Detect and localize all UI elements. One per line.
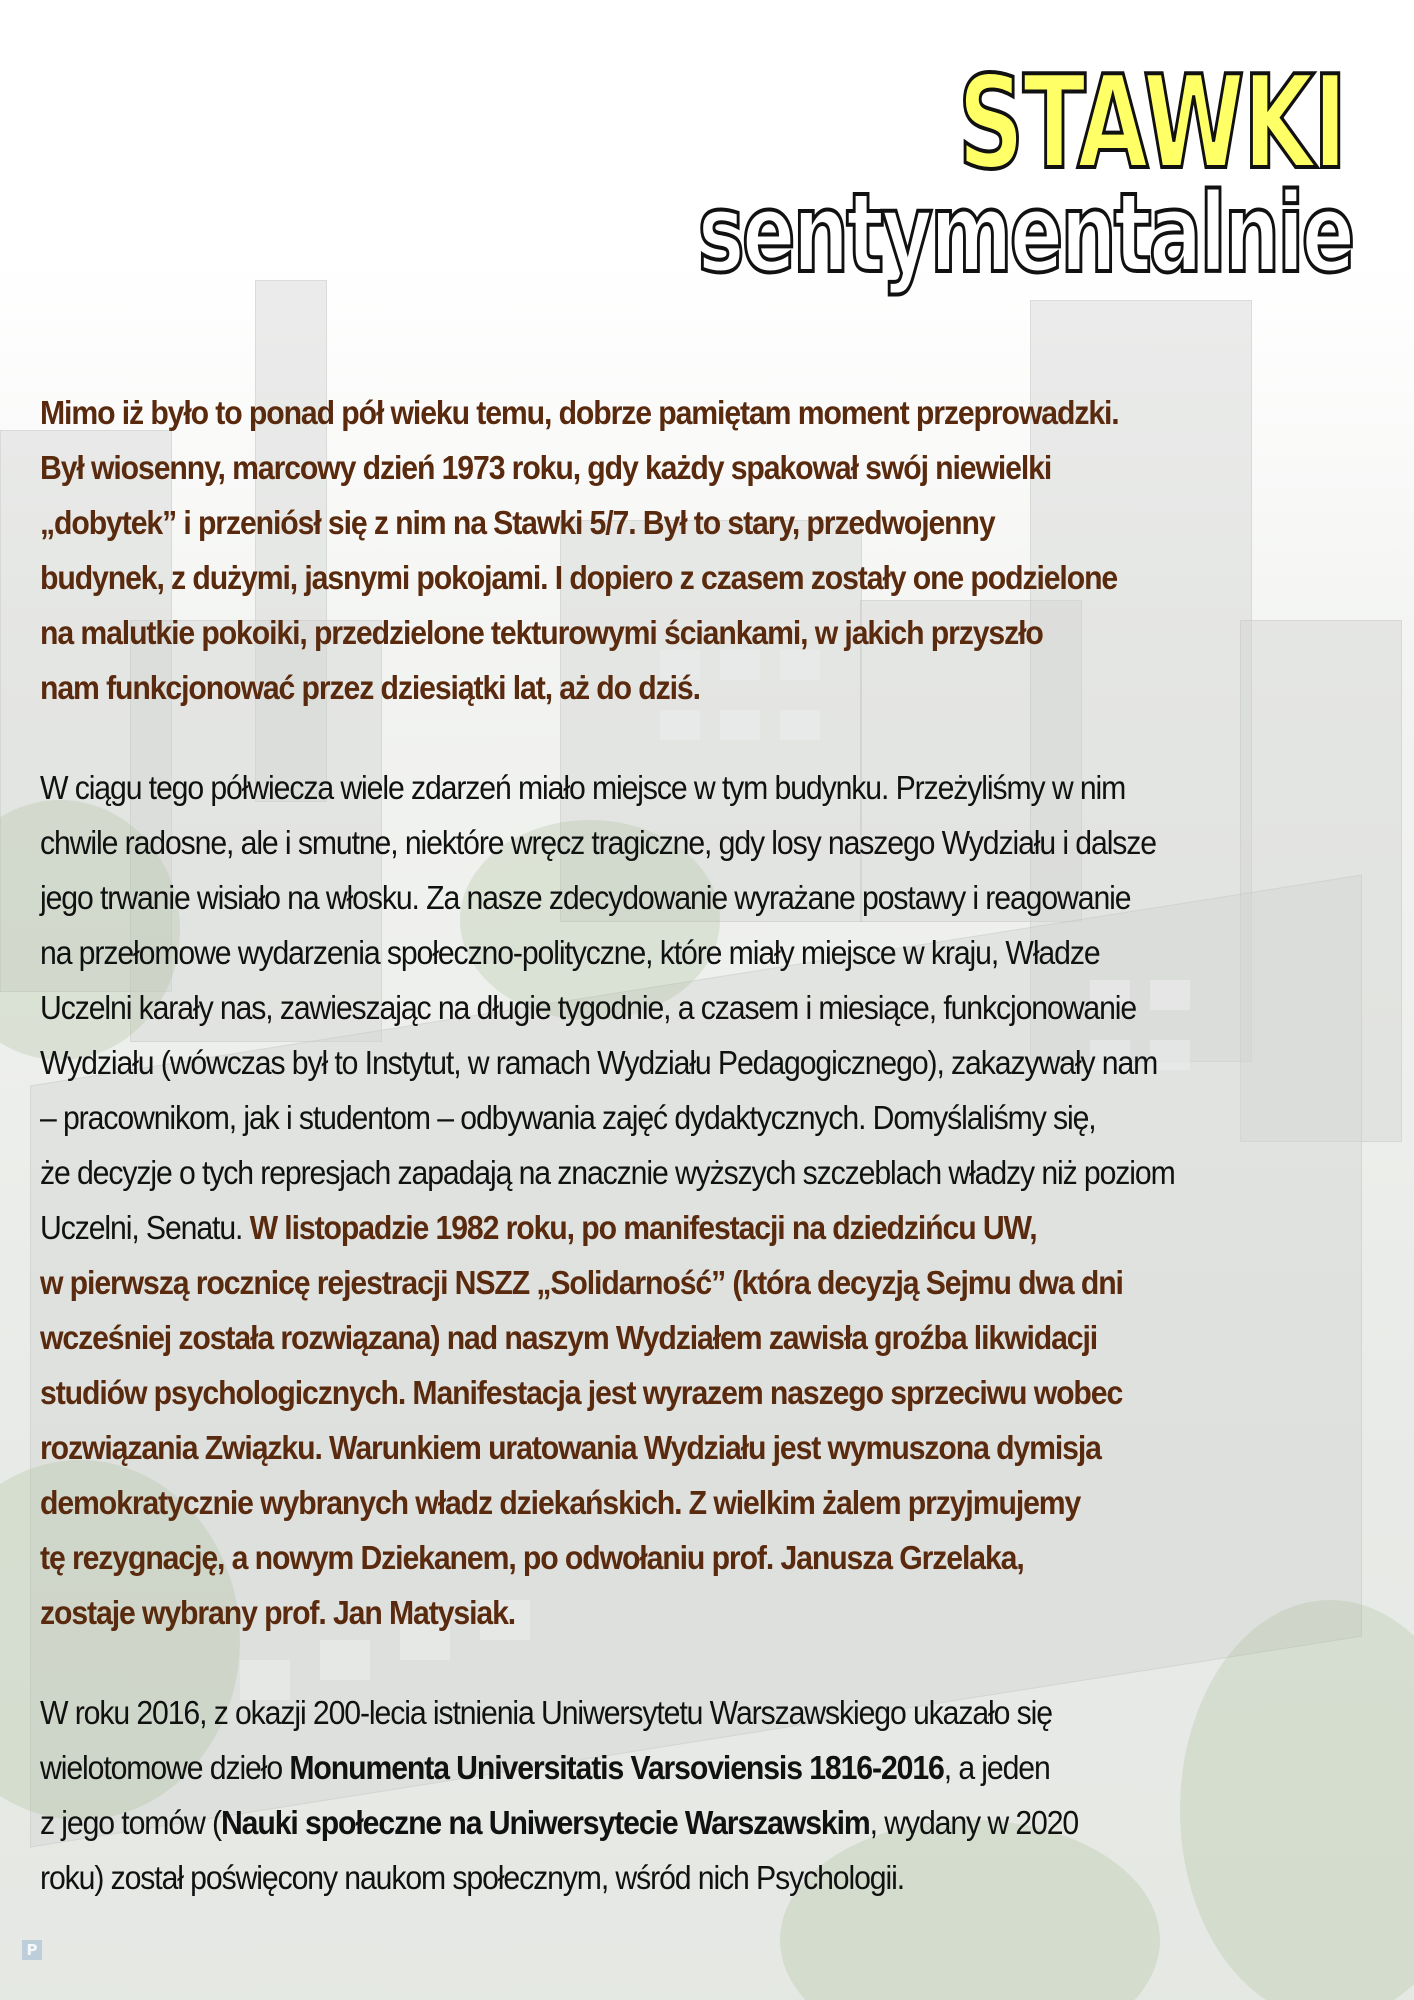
highlight-line: zostaje wybrany prof. Jan Matysiak. — [40, 1594, 516, 1631]
highlight-span: W listopadzie 1982 roku, po manifestacji na dziedzińcu UW, — [249, 1209, 1037, 1246]
text-line: Był wiosenny, marcowy dzień 1973 roku, gdy każdy spakował swój niewielki — [40, 449, 1052, 486]
text-line: na malutkie pokoiki, przedzielone tekturowymi ściankami, w jakich przyszło — [40, 614, 1043, 651]
text-span: z jego tomów ( — [40, 1804, 221, 1841]
book-title: Monumenta Universitatis Varsoviensis 1816-2016 — [289, 1749, 944, 1786]
highlight-line: rozwiązania Związku. Warunkiem uratowania Wydziału jest wymuszona dymisja — [40, 1429, 1101, 1466]
text-span: Uczelni, Senatu. — [40, 1209, 250, 1246]
text-line-mixed — [40, 1740, 1400, 1795]
text-line: roku) został poświęcony naukom społecznym, wśród nich Psychologii. — [40, 1859, 905, 1896]
parking-sign-icon: P — [22, 1940, 42, 1960]
text-line: Wydziału (wówczas był to Instytut, w ramach Wydziału Pedagogicznego), zakazywały nam — [40, 1044, 1158, 1081]
page-subtitle: sentymentalnie — [697, 169, 1352, 297]
text-span: , a jeden — [943, 1749, 1050, 1786]
paragraph-monumenta — [40, 1685, 1400, 1905]
page-title: STAWKI — [958, 49, 1346, 198]
text-line: nam funkcjonować przez dziesiątki lat, aż do dziś. — [40, 669, 700, 706]
text-line: budynek, z dużymi, jasnymi pokojami. I dopiero z czasem zostały one podzielone — [40, 559, 1118, 596]
text-span: , wydany w 2020 — [869, 1804, 1079, 1841]
highlight-line: w pierwszą rocznicę rejestracji NSZZ „Solidarność” (która decyzją Sejmu dwa dni — [40, 1264, 1123, 1301]
highlight-line: tę rezygnację, a nowym Dziekanem, po odwołaniu prof. Janusza Grzelaka, — [40, 1539, 1024, 1576]
article-body — [40, 385, 1400, 1905]
text-line: że decyzje o tych represjach zapadają na znacznie wyższych szczeblach władzy niż poziom — [40, 1154, 1175, 1191]
text-line: W ciągu tego półwiecza wiele zdarzeń miało miejsce w tym budynku. Przeżyliśmy w nim — [40, 769, 1126, 806]
text-line: Uczelni karały nas, zawieszając na długie tygodnie, a czasem i miesiące, funkcjonowanie — [40, 989, 1137, 1026]
text-line-mixed — [40, 1200, 1400, 1255]
highlight-line: demokratycznie wybranych władz dziekańskich. Z wielkim żalem przyjmujemy — [40, 1484, 1081, 1521]
paragraph-intro — [40, 385, 1400, 715]
highlight-line: studiów psychologicznych. Manifestacja jest wyrazem naszego sprzeciwu wobec — [40, 1374, 1123, 1411]
text-line-mixed — [40, 1795, 1400, 1850]
text-line: – pracownikom, jak i studentom – odbywania zajęć dydaktycznych. Domyślaliśmy się, — [40, 1099, 1096, 1136]
header-title — [454, 49, 1354, 320]
text-line: „dobytek” i przeniósł się z nim na Stawki 5/7. Był to stary, przedwojenny — [40, 504, 995, 541]
text-line: na przełomowe wydarzenia społeczno-polityczne, które miały miejsce w kraju, Władze — [40, 934, 1100, 971]
text-line: W roku 2016, z okazji 200-lecia istnienia Uniwersytetu Warszawskiego ukazało się — [40, 1694, 1052, 1731]
text-span: wielotomowe dzieło — [40, 1749, 290, 1786]
volume-title: Nauki społeczne na Uniwersytecie Warszawskim — [220, 1804, 870, 1841]
highlight-line: wcześniej została rozwiązana) nad naszym Wydziałem zawisła groźba likwidacji — [40, 1319, 1098, 1356]
text-line: jego trwanie wisiało na włosku. Za nasze zdecydowanie wyrażane postawy i reagowanie — [40, 879, 1131, 916]
text-line: chwile radosne, ale i smutne, niektóre wręcz tragiczne, gdy losy naszego Wydziału i dalsze — [40, 824, 1156, 861]
text-line: Mimo iż było to ponad pół wieku temu, dobrze pamiętam moment przeprowadzki. — [40, 394, 1119, 431]
paragraph-history — [40, 760, 1400, 1640]
